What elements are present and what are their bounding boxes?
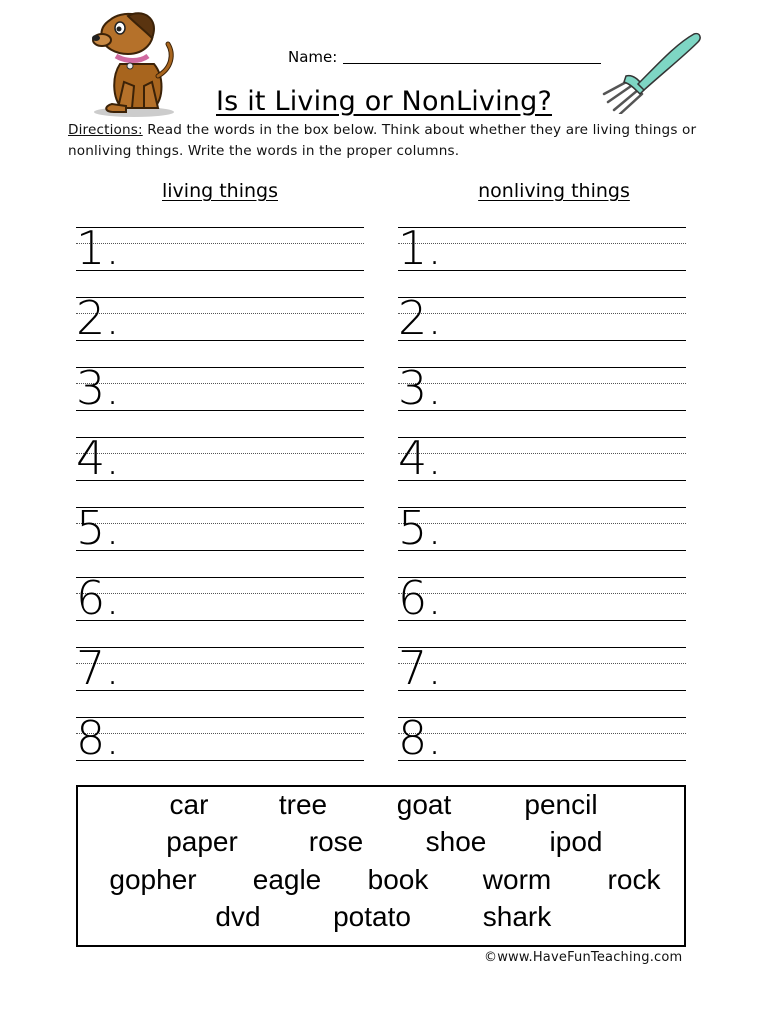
name-field	[288, 48, 601, 66]
directions	[68, 120, 708, 162]
word-box	[76, 785, 686, 947]
row-number: 2.	[76, 291, 120, 345]
living-answer-row-7[interactable]	[76, 641, 364, 695]
page-title: Is it Living or NonLiving?	[216, 86, 552, 117]
living-answer-row-1[interactable]	[76, 221, 364, 275]
nonliving-answer-row-8[interactable]	[398, 711, 686, 765]
row-number: 2.	[398, 291, 442, 345]
word: shark	[482, 901, 552, 932]
living-answer-row-6[interactable]	[76, 571, 364, 625]
row-number: 1.	[76, 221, 120, 275]
directions-text: Read the words in the box below. Think about whether they are living things or nonliving things. Write the words in the proper columns.	[68, 122, 697, 159]
name-blank-line[interactable]	[343, 49, 601, 64]
row-number: 6.	[398, 571, 442, 625]
nonliving-answer-row-1[interactable]	[398, 221, 686, 275]
nonliving-answer-row-2[interactable]	[398, 291, 686, 345]
row-number: 7.	[76, 641, 120, 695]
nonliving-answer-row-3[interactable]	[398, 361, 686, 415]
word: goat	[396, 789, 452, 820]
row-number: 5.	[76, 501, 120, 555]
word: dvd	[215, 901, 261, 932]
living-answer-row-2[interactable]	[76, 291, 364, 345]
nonliving-answer-row-6[interactable]	[398, 571, 686, 625]
row-number: 8.	[76, 711, 120, 765]
living-answer-row-4[interactable]	[76, 431, 364, 485]
word: tree	[278, 789, 328, 820]
word: eagle	[252, 864, 322, 895]
living-things-heading: living things	[162, 180, 278, 202]
nonliving-answer-row-7[interactable]	[398, 641, 686, 695]
word: pencil	[524, 789, 598, 820]
nonliving-answer-row-4[interactable]	[398, 431, 686, 485]
word-line-1	[78, 789, 684, 825]
living-answer-row-3[interactable]	[76, 361, 364, 415]
living-answer-row-5[interactable]	[76, 501, 364, 555]
row-number: 8.	[398, 711, 442, 765]
row-number: 4.	[398, 431, 442, 485]
word-line-2	[78, 826, 684, 862]
word: ipod	[549, 826, 603, 857]
row-number: 4.	[76, 431, 120, 485]
word: book	[367, 864, 429, 895]
living-answer-row-8[interactable]	[76, 711, 364, 765]
directions-label: Directions:	[68, 122, 143, 138]
row-number: 5.	[398, 501, 442, 555]
nonliving-things-heading: nonliving things	[478, 180, 630, 202]
word: rose	[308, 826, 364, 857]
nonliving-answer-row-5[interactable]	[398, 501, 686, 555]
word: worm	[482, 864, 552, 895]
copyright-text: ©www.HaveFunTeaching.com	[484, 950, 683, 965]
row-number: 7.	[398, 641, 442, 695]
row-number: 1.	[398, 221, 442, 275]
name-label: Name:	[288, 48, 338, 66]
word: car	[169, 789, 209, 820]
word: gopher	[109, 864, 197, 895]
word: paper	[166, 826, 238, 857]
word-line-4	[78, 901, 684, 937]
row-number: 3.	[76, 361, 120, 415]
row-number: 6.	[76, 571, 120, 625]
word: shoe	[425, 826, 487, 857]
word-line-3	[78, 864, 684, 900]
row-number: 3.	[398, 361, 442, 415]
word: potato	[333, 901, 411, 932]
word: rock	[607, 864, 661, 895]
